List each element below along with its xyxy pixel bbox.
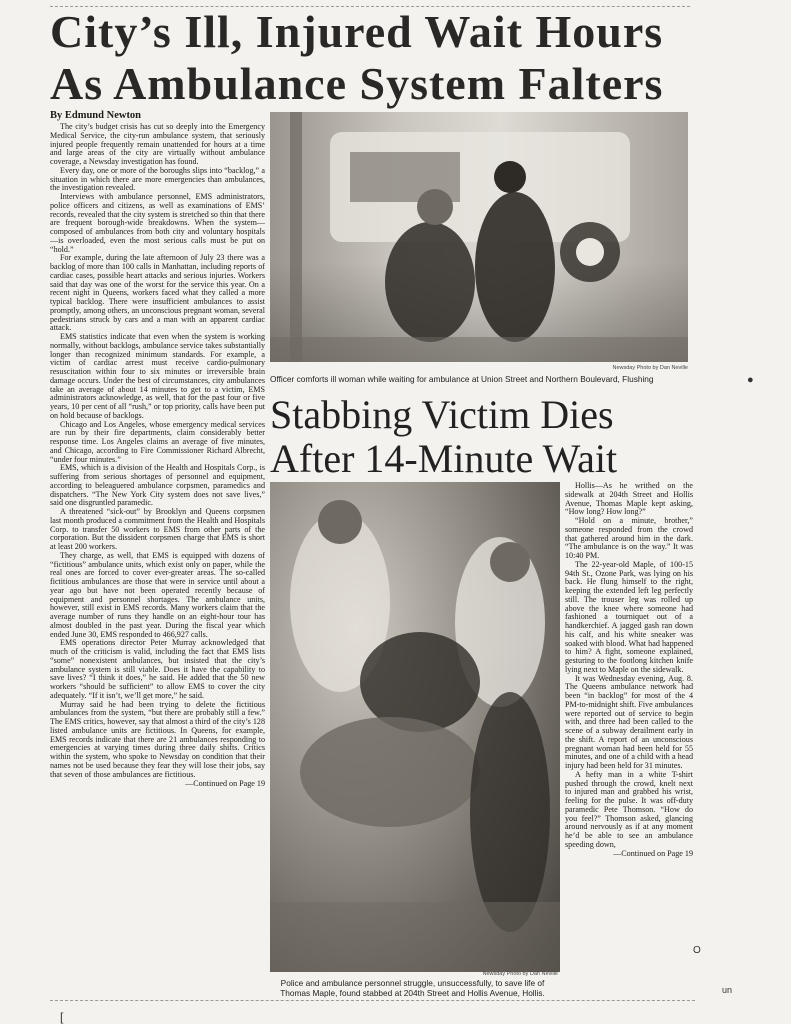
headline-line-2: As Ambulance System Falters xyxy=(50,58,664,109)
paragraph: EMS statistics indicate that even when the system is working normally, without backlogs, ambulance service takes substantially longer than recognized minimum standards. For example, a victim of cardiac arrest must receive cardio-pulmonary resuscitation within four to six minutes or irreversible brain damage occurs. Under the best of circumstances, city ambulances take an average of about 14 minutes to get to a victim, EMS administrators acknowledge, as well, that for the past four or five years, 10 per cent of all “rush,” or top priority, calls have been put on hold because of backlogs. xyxy=(50,332,265,420)
continued-jump-2: —Continued on Page 19 xyxy=(613,848,693,858)
bottom-rule xyxy=(50,1000,695,1001)
paragraph: Interviews with ambulance personnel, EMS administrators, police officers and citizens, as well as examinations of EMS’ records, revealed that the city system is stretched so thin that there are frequent borough-wide breakdowns. When the system—composed of ambulances from both city and voluntary hospitals—is overloaded, even the most serious calls must be put on “hold.” xyxy=(50,192,265,254)
paragraph: A hefty man in a white T-shirt pushed through the crowd, knelt next to injured man and grabbed his wrist, feeling for the pulse. It was off-duty paramedic Pete Thomson. “How do you feel?” Thomson asked, glancing around nervously as if at any moment he’d be able to see an ambulance speeding down, xyxy=(565,769,693,849)
paragraph: Chicago and Los Angeles, whose emergency medical services are run by their fire departments, claim considerably better response time. Los Angeles claims an average of five minutes, and Chicago, according to Fire Commissioner Richard Albrecht, “under four minutes.” xyxy=(50,419,265,464)
paragraph: A threatened “sick-out” by Brooklyn and Queens corpsmen last month produced a commitment from the Health and Hospitals Corp. to transfer 50 workers to EMS from other parts of the corporation. But the dissident corpsmen charge that EMS is short at least 200 workers. xyxy=(50,507,265,551)
photo2-credit: Newsday Photo by Dan Neville xyxy=(482,971,558,977)
margin-bullet-mark: ● xyxy=(747,374,754,386)
photo-stabbing-victim xyxy=(270,482,560,972)
photo1-illustration xyxy=(270,112,688,362)
paragraph: The city’s budget crisis has cut so deeply into the Emergency Medical Service, the city-run ambulance system, that seriously injured people frequently remain unattended for hours at a time and large areas of the city are virtually without ambulance coverage, a Newsday investigation has found. xyxy=(50,123,265,166)
paragraph: “Hold on a minute, brother,” someone responded from the crowd that gathered around him in the dark. “The ambulance is on the way.” It was 10:40 PM. xyxy=(565,516,693,560)
paragraph: EMS operations director Peter Murray acknowledged that much of the criticism is valid, including the fact that EMS lists “some” nonexistent ambulances, but insisted that the city’s ambulance system is still viable. Does it have the capability to save lives? “I think it does,” he said. He added that the 50 new workers “should be sufficient” to allow EMS to cover the city adequately. “If it isn’t, we’ll get more,” he said. xyxy=(50,638,265,700)
article-column-2 xyxy=(565,482,693,1002)
headline2-line-1: Stabbing Victim Dies xyxy=(270,392,614,437)
continued-jump-1: —Continued on Page 19 xyxy=(185,779,265,789)
photo1-caption: Officer comforts ill woman while waiting for ambulance at Union Street and Northern Boulevard, Flushing xyxy=(270,374,654,384)
photo-officer-comforts-woman xyxy=(270,112,688,362)
margin-bracket-mark: [ xyxy=(60,1010,64,1024)
headline-line-1: City’s Ill, Injured Wait Hours xyxy=(50,6,664,57)
paragraph: EMS, which is a division of the Health and Hospitals Corp., is suffering from serious shortages of personnel and equipment, according to beleaguered ambulance corpsmen, paramedics and dispatchers. “The New York City system does not save lives,” said one disgruntled paramedic. xyxy=(50,463,265,508)
paragraph: Murray said he had been trying to delete the fictitious ambulances from the system, “but there are probably still a few.” The EMS critics, however, say that almost a third of the city’s 128 listed ambulance units are fictitious. In Queens, for example, EMS records indicate that there are 21 ambulances responding to emergencies at varying times during three daily shifts. Critics within the system, who spoke to Newsday on condition that their names not be used because they fear they will lose their jobs, say that seven of those ambulances are fictitious. xyxy=(50,699,265,779)
photo2-illustration xyxy=(270,482,560,972)
photo2-caption: Police and ambulance personnel struggle, unsuccessfully, to save life of Thomas Maple, found stabbed at 204th Street and Hollis Avenue, Hollis. xyxy=(280,978,545,998)
byline: By Edmund Newton xyxy=(50,110,142,121)
margin-un-mark: un xyxy=(722,985,733,995)
photo1-credit: Newsday Photo by Dan Neville xyxy=(612,365,688,371)
article-column-1 xyxy=(50,123,265,1003)
headline2-line-2: After 14-Minute Wait xyxy=(270,436,618,481)
paragraph: They charge, as well, that EMS is equipped with dozens of “fictitious” ambulance units, which exist only on paper, while the real ones are forced to cover ever-greater areas. The so-called fictitious ambulances are those that were in service until about a year ago but have not been operated recently because of equipment and personnel shortages. The ambulance units, however, still exist in EMS records. Many workers claim that the average number of runs they handle on an eight-hour tour has almost doubled in the past year. During the fiscal year which ended June 30, EMS responded to 466,927 calls. xyxy=(50,550,265,639)
paragraph: Every day, one or more of the boroughs slips into “backlog,” a situation in which there are more emergencies than ambulances, the investigation revealed. xyxy=(50,165,265,193)
paragraph: Hollis—As he writhed on the sidewalk at 204th Street and Hollis Avenue, Thomas Maple kept asking, “How long? How long?” xyxy=(565,482,693,517)
paragraph: The 22-year-old Maple, of 100-15 94th St., Ozone Park, was lying on his back. He flung himself to the right, keeping the extended left leg perfectly still. The trouser leg was rolled up above the knee where someone had fashioned a tourniquet out of a handkerchief. A jagged gash ran down his calf, and his white sneaker was soaked with blood. What had happened to him? A fight, someone explained, gesturing to the footlong kitchen knife lying next to Maple on the sidewalk. xyxy=(565,559,693,674)
paragraph: For example, during the late afternoon of July 23 there was a backlog of more than 100 calls in Manhattan, including reports of cardiac cases, possible heart attacks and serious injuries. Workers said that day was one of the worst for the service this year. On a recent night in Queens, workers faced what they called a more typical backlog. There were insufficient ambulances to assist promptly, among others, an unconscious pregnant woman, several pedestrians struck by cars and a man with an apparent cardiac attack. xyxy=(50,253,265,333)
margin-o-mark: O xyxy=(693,945,701,956)
paragraph: It was Wednesday evening, Aug. 8. The Queens ambulance network had been “in backlog” for most of the 4 PM-to-midnight shift. Five ambulances were reported out of service to begin with, and three had been called to the scene of a subway derailment early in the shift. A report of an unconscious pregnant woman had been held for 55 minutes, and one of a child with a head injury had been held for 31 minutes. xyxy=(565,673,693,770)
